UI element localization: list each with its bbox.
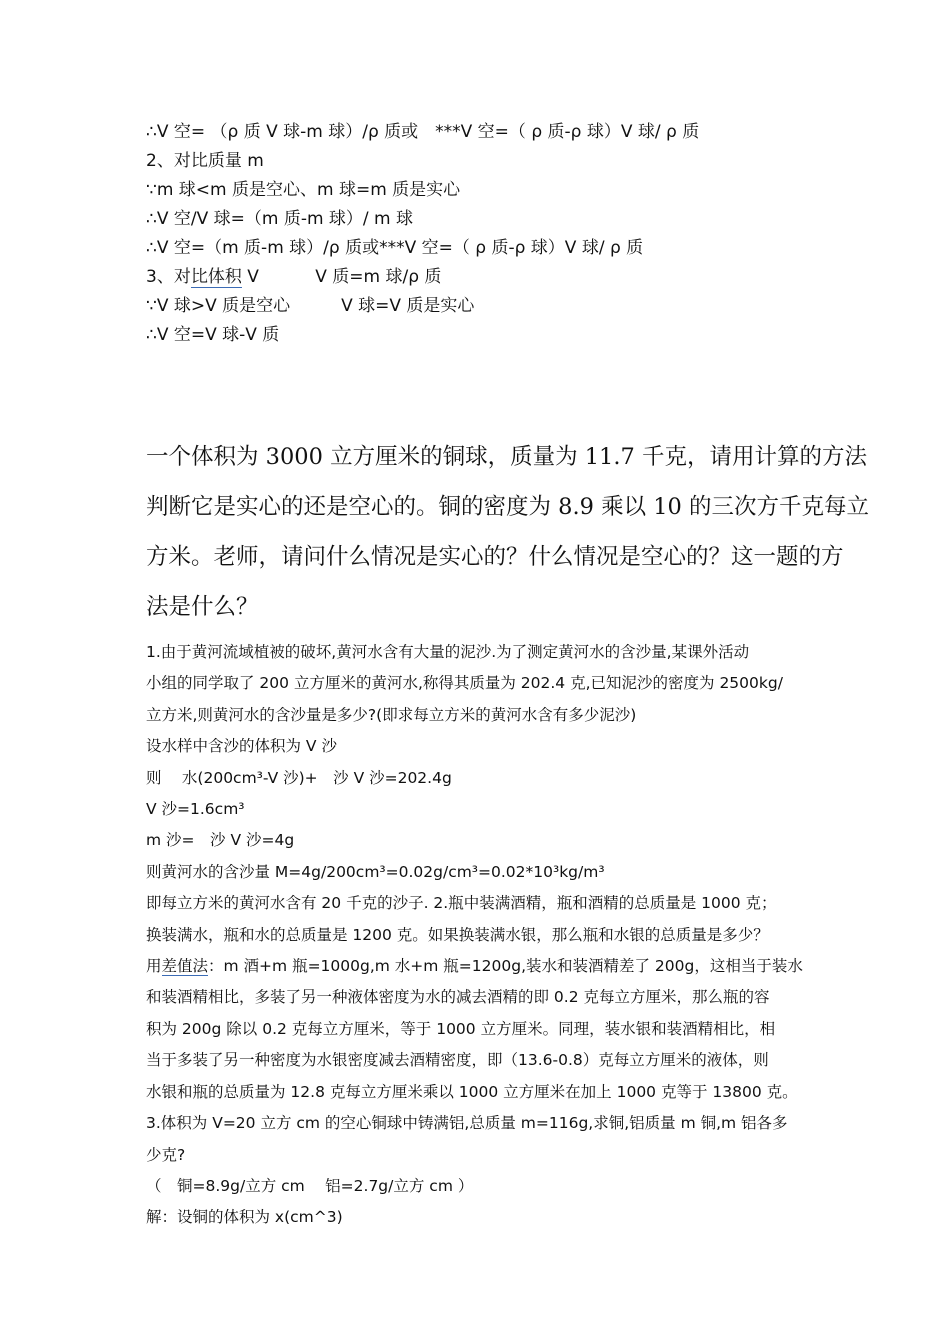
text-line: [146, 951, 818, 982]
text-line: （ 铜=8.9g/立方 cm 铝=2.7g/立方 cm ）: [146, 1176, 474, 1195]
question-line: 判断它是实心的还是空心的。铜的密度为 8.9 乘以 10 的三次方千克每立: [146, 494, 870, 520]
text-line: V 沙=1.6cm³: [146, 800, 245, 819]
text-line: 积为 200g 除以 0.2 克每立方厘米，等于 1000 立方厘米。同理，装水银和装酒精相比，相: [146, 1019, 776, 1038]
text-line: 2、对比质量 m: [146, 151, 264, 171]
text-segment: ：m 酒+m 瓶=1000g,m 水+m 瓶=1200g,装水和装酒精差了 200g，这相当于装水: [208, 957, 803, 976]
worked-examples: [146, 637, 818, 1234]
text-line: ∴V 空/V 球=（m 质-m 球）/ m 球: [146, 209, 414, 229]
question-line: 一个体积为 3000 立方厘米的铜球，质量为 11.7 千克，请用计算的方法: [146, 444, 867, 470]
text-line: 则 水(200cm³-V 沙)+ 沙 V 沙=202.4g: [146, 768, 452, 787]
text-line: 即每立方米的黄河水含有 20 千克的沙子. 2.瓶中装满酒精，瓶和酒精的总质量是 1000 克；: [146, 894, 777, 913]
text-line: 和装酒精相比，多装了另一种液体密度为水的减去酒精的即 0.2 克每立方厘米，那么瓶的容: [146, 988, 770, 1007]
text-line: 解：设铜的体积为 x(cm^3): [146, 1208, 343, 1227]
text-line: ∴V 空= （ρ 质 V 球-m 球）/ρ 质或 ***V 空=（ ρ 质-ρ 球）V 球/ ρ 质: [146, 122, 700, 142]
text-line: m 沙= 沙 V 沙=4g: [146, 831, 295, 850]
text-segment: 3、对: [146, 267, 191, 287]
underlined-text: 比体积: [190, 267, 242, 287]
text-segment: 用: [146, 957, 162, 976]
text-line: 换装满水，瓶和水的总质量是 1200 克。如果换装满水银，那么瓶和水银的总质量是多少？: [146, 925, 769, 944]
text-line: 小组的同学取了 200 立方厘米的黄河水,称得其质量为 202.4 克,已知泥沙的密度为 2500kg/: [146, 674, 783, 693]
text-line: ∴V 空=V 球-V 质: [146, 325, 280, 345]
text-line: ∴V 空=（m 质-m 球）/ρ 质或***V 空=（ ρ 质-ρ 球）V 球/ ρ 质: [146, 238, 644, 258]
text-line: ∵V 球>V 质是空心 V 球=V 质是实心: [146, 296, 475, 316]
text-line: 立方米,则黄河水的含沙量是多少?(即求每立方米的黄河水含有多少泥沙): [146, 705, 637, 724]
question-line: 法是什么？: [146, 594, 259, 620]
text-line: ∵m 球<m 质是空心、m 球=m 质是实心: [146, 180, 461, 200]
text-line: 水银和瓶的总质量为 12.8 克每立方厘米乘以 1000 立方厘米在加上 1000 克等于 13800 克。: [146, 1082, 798, 1101]
text-line: [146, 263, 699, 292]
text-line: 少克?: [146, 1145, 186, 1164]
question-line: 方米。老师，请问什么情况是实心的？什么情况是空心的？这一题的方: [146, 544, 844, 570]
text-line: 设水样中含沙的体积为 V 沙: [146, 737, 337, 756]
text-line: 当于多装了另一种密度为水银密度减去酒精密度，即（13.6-0.8）克每立方厘米的液体，则: [146, 1051, 769, 1070]
text-segment: V V 质=m 球/ρ 质: [241, 267, 442, 287]
question-paragraph: [146, 432, 870, 632]
text-line: 3.体积为 V=20 立方 cm 的空心铜球中铸满铝,总质量 m=116g,求铜,铝质量 m 铜,m 铝各多: [146, 1114, 788, 1133]
underlined-text: 差值法: [161, 957, 209, 976]
text-line: 则黄河水的含沙量 M=4g/200cm³=0.02g/cm³=0.02*10³kg/m³: [146, 862, 605, 881]
density-method-notes: [146, 118, 699, 350]
text-line: 1.由于黄河流域植被的破坏,黄河水含有大量的泥沙.为了测定黄河水的含沙量,某课外活动: [146, 643, 750, 661]
